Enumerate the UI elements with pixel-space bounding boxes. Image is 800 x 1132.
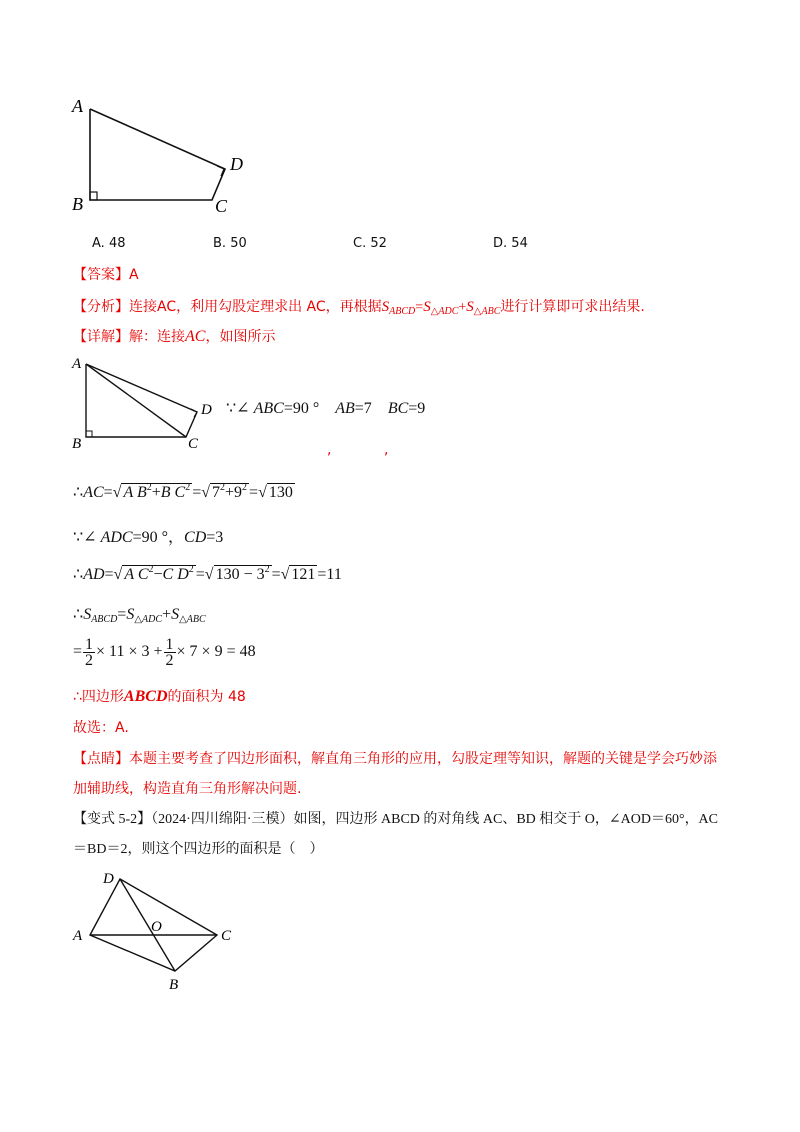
label-C: C: [188, 436, 199, 452]
label-D: D: [230, 154, 243, 174]
label-D: D: [201, 402, 212, 418]
given-line: ∵∠ ABC=90 ° AB=7 BC=9: [226, 400, 426, 417]
step-area-sum: $\therefore S_{ABCD}=S_{\triangle ADC}+S_{\triangle ABC}$: [73, 606, 206, 625]
option-c: C. 52: [353, 236, 387, 251]
comment-line-2: 加辅助线，构造直角三角形解决问题.: [73, 781, 302, 797]
variant-line-1: 【变式 5-2】（2024·四川绵阳·三模）如图，四边形 ABCD 的对角线 AC、BD 相交于 O，∠AOD＝60°，AC: [73, 812, 719, 827]
detail-line: 【详解】解：连接AC，如图所示: [73, 328, 276, 345]
given-comma-2: ,: [384, 442, 389, 458]
step-area-calc: = $\frac{1}{2}$ × 11 × 3 + $\frac{1}{2}$ × 7 × 9 = 48: [73, 636, 256, 669]
given-comma-1: ,: [327, 442, 332, 458]
conclusion-line: ∴四边形ABCD的面积为 48: [73, 688, 246, 705]
figure-quadrilateral-3: [65, 865, 245, 995]
label-A: A: [72, 96, 83, 116]
answer-line: [73, 264, 139, 284]
figure-quadrilateral-1: [60, 90, 280, 220]
analysis-line: 【分析】连接AC，利用勾股定理求出 AC，再根据$S_{ABCD}=S_{\triangle ADC}+S_{\triangle ABC}$进行计算即可求出结果.: [73, 299, 645, 317]
figure-quadrilateral-2: [60, 350, 230, 455]
step-ac: ∴AC=√ A $B^2+B$ $C^2$ =√ $7^2+9^2$ =√ 130: [73, 482, 293, 501]
label-A: A: [72, 356, 82, 372]
option-a: A. 48: [92, 236, 126, 251]
choose-line: 故选：A.: [73, 720, 129, 736]
answer-tag: 【答案】: [73, 267, 129, 283]
label-D: D: [103, 871, 114, 887]
label-O: O: [151, 919, 162, 935]
option-d: D. 54: [493, 236, 528, 251]
step-adc: ∵∠ ADC=90 °，CD=3: [73, 529, 224, 546]
label-A: A: [73, 928, 83, 944]
label-B: B: [72, 436, 82, 452]
step-ad: ∴AD=√ A $C^2-C$ $D^2$ =√ $130 - 3^2$ =√ 121 =11: [73, 564, 342, 583]
label-B: B: [169, 977, 179, 993]
label-C: C: [221, 928, 232, 944]
label-C: C: [215, 196, 228, 216]
option-b: B. 50: [213, 236, 247, 251]
comment-line-1: 【点睛】本题主要考查了四边形面积，解直角三角形的应用，勾股定理等知识，解题的关键是学会巧妙添: [73, 751, 717, 767]
label-B: B: [72, 194, 83, 214]
variant-line-2: ＝BD＝2，则这个四边形的面积是（ ）: [73, 842, 324, 857]
answer-value: A: [129, 267, 139, 283]
